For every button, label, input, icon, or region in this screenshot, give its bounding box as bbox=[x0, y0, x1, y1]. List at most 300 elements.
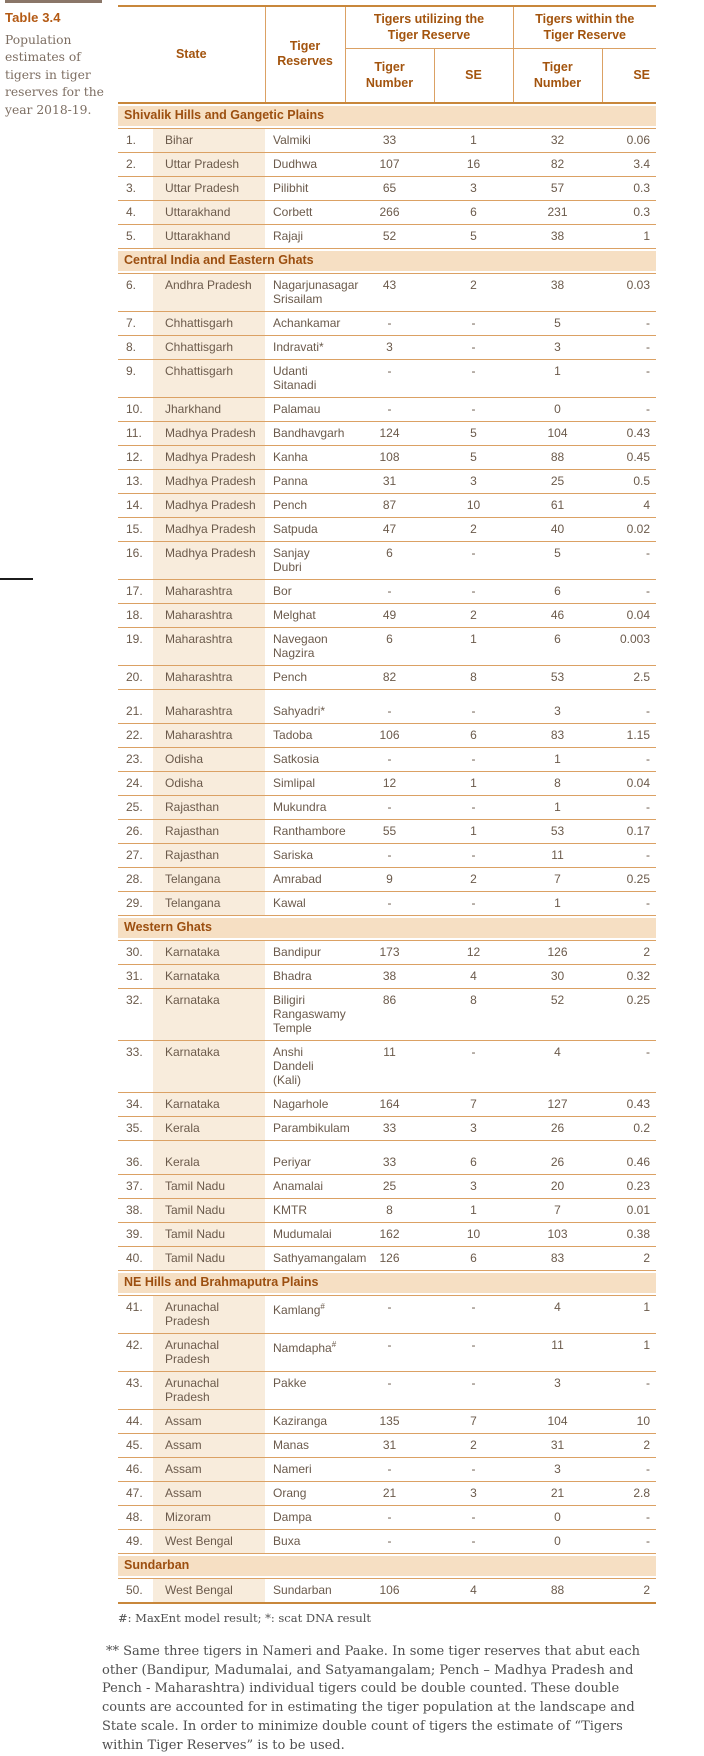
within-tiger-number-cell: 52 bbox=[513, 988, 602, 1040]
reserve-name: Pench bbox=[273, 669, 308, 684]
state-column-header: State bbox=[118, 6, 265, 103]
within-se-cell: 0.25 bbox=[602, 988, 656, 1040]
state-cell: Kerala bbox=[153, 1116, 265, 1140]
util-tiger-number-cell: 87 bbox=[345, 493, 434, 517]
within-tiger-number-cell: 104 bbox=[513, 1409, 602, 1433]
util-tiger-number-cell: 9 bbox=[345, 867, 434, 891]
table-row bbox=[118, 359, 656, 397]
section-cell bbox=[118, 248, 656, 273]
within-se-cell: 0.43 bbox=[602, 421, 656, 445]
row-number-cell: 1. bbox=[118, 128, 153, 152]
reserve-cell bbox=[265, 689, 345, 723]
table-row bbox=[118, 421, 656, 445]
util-se-cell: 6 bbox=[434, 1140, 513, 1174]
reserve-name: Pench bbox=[273, 497, 308, 512]
within-tiger-number-cell: 7 bbox=[513, 1198, 602, 1222]
group-header-utilizing-text: Tigers utilizing the Tiger Reserve bbox=[373, 12, 485, 42]
section-cell bbox=[118, 915, 656, 940]
reserve-cell bbox=[265, 603, 345, 627]
within-tiger-number-cell: 88 bbox=[513, 445, 602, 469]
row-number-cell: 31. bbox=[118, 964, 153, 988]
within-se-cell: 0.32 bbox=[602, 964, 656, 988]
state-cell: Odisha bbox=[153, 771, 265, 795]
util-se-cell: 5 bbox=[434, 224, 513, 248]
table-body bbox=[118, 103, 656, 1603]
row-number-cell: 39. bbox=[118, 1222, 153, 1246]
row-number-cell: 38. bbox=[118, 1198, 153, 1222]
table-row bbox=[118, 1222, 656, 1246]
util-tiger-number-cell: 31 bbox=[345, 469, 434, 493]
table-row bbox=[118, 1371, 656, 1409]
util-se-cell: - bbox=[434, 843, 513, 867]
row-number-cell: 23. bbox=[118, 747, 153, 771]
sidebar-top-rule bbox=[5, 0, 102, 3]
table-row bbox=[118, 1578, 656, 1603]
util-tiger-number-cell: 173 bbox=[345, 940, 434, 964]
section-header-row bbox=[118, 248, 656, 273]
reserve-name: Mudumalai bbox=[273, 1226, 332, 1241]
row-number-cell: 15. bbox=[118, 517, 153, 541]
group-header-within-text: Tigers within the Tiger Reserve bbox=[535, 12, 635, 42]
reserve-name: Bor bbox=[273, 583, 292, 598]
within-tiger-number-cell: 1 bbox=[513, 795, 602, 819]
row-number-cell: 19. bbox=[118, 627, 153, 665]
within-tiger-number-cell: 6 bbox=[513, 579, 602, 603]
table-row bbox=[118, 152, 656, 176]
util-se-cell: 5 bbox=[434, 421, 513, 445]
util-se-cell: 3 bbox=[434, 1116, 513, 1140]
reserve-cell bbox=[265, 335, 345, 359]
row-number-cell: 11. bbox=[118, 421, 153, 445]
row-number-cell: 36. bbox=[118, 1140, 153, 1174]
within-tiger-number-cell: 0 bbox=[513, 397, 602, 421]
row-number-cell: 14. bbox=[118, 493, 153, 517]
within-tiger-number-cell: 0 bbox=[513, 1529, 602, 1553]
table-row bbox=[118, 1092, 656, 1116]
row-number-cell: 5. bbox=[118, 224, 153, 248]
within-tiger-number-cell: 25 bbox=[513, 469, 602, 493]
row-number-cell: 45. bbox=[118, 1433, 153, 1457]
util-se-cell: - bbox=[434, 1040, 513, 1092]
reserve-cell bbox=[265, 819, 345, 843]
util-se-cell: - bbox=[434, 1371, 513, 1409]
state-cell: Maharashtra bbox=[153, 603, 265, 627]
within-se-cell: 0.43 bbox=[602, 1092, 656, 1116]
util-se-cell: 1 bbox=[434, 128, 513, 152]
state-cell: Chhattisgarh bbox=[153, 311, 265, 335]
within-se-cell: 2 bbox=[602, 1578, 656, 1603]
within-tiger-number-cell: 6 bbox=[513, 627, 602, 665]
util-se-cell: 2 bbox=[434, 517, 513, 541]
state-cell: Assam bbox=[153, 1433, 265, 1457]
within-tiger-number-cell: 0 bbox=[513, 1505, 602, 1529]
reserve-name: Panna bbox=[273, 473, 308, 488]
table-row bbox=[118, 627, 656, 665]
util-tiger-number-cell: - bbox=[345, 1505, 434, 1529]
reserve-name: Nagarhole bbox=[273, 1096, 329, 1111]
reserve-name: Anshi Dandeli (Kali) bbox=[273, 1044, 314, 1087]
reserve-name: Parambikulam bbox=[273, 1120, 350, 1135]
row-number-cell: 30. bbox=[118, 940, 153, 964]
reserve-cell bbox=[265, 1116, 350, 1140]
table-row bbox=[118, 1457, 656, 1481]
section-title: Sundarban bbox=[118, 1556, 656, 1576]
within-se-cell: - bbox=[602, 1505, 656, 1529]
reserve-cell bbox=[265, 273, 359, 311]
row-number-cell: 28. bbox=[118, 867, 153, 891]
section-cell bbox=[118, 1553, 656, 1578]
util-se-cell: 5 bbox=[434, 445, 513, 469]
table-row bbox=[118, 723, 656, 747]
util-se-cell: - bbox=[434, 1457, 513, 1481]
reserve-cell bbox=[265, 1040, 345, 1092]
reserve-footnote-marker: # bbox=[320, 1301, 325, 1311]
reserve-name: Ranthambore bbox=[273, 823, 346, 838]
reserve-cell bbox=[265, 771, 345, 795]
state-cell: Tamil Nadu bbox=[153, 1198, 265, 1222]
row-number-cell: 7. bbox=[118, 311, 153, 335]
util-se-cell: 8 bbox=[434, 665, 513, 689]
reserve-name: Achankamar bbox=[273, 315, 341, 330]
util-se-cell: 4 bbox=[434, 964, 513, 988]
reserve-cell bbox=[265, 1140, 345, 1174]
row-number-cell: 20. bbox=[118, 665, 153, 689]
table-row bbox=[118, 1409, 656, 1433]
reserve-cell bbox=[265, 541, 345, 579]
within-se-cell: 4 bbox=[602, 493, 656, 517]
util-se-cell: 2 bbox=[434, 867, 513, 891]
util-se-cell: - bbox=[434, 335, 513, 359]
within-tiger-number-cell: 88 bbox=[513, 1578, 602, 1603]
state-cell: Rajasthan bbox=[153, 795, 265, 819]
state-cell: Tamil Nadu bbox=[153, 1222, 265, 1246]
reserve-cell bbox=[265, 1333, 345, 1371]
row-number-cell: 6. bbox=[118, 273, 153, 311]
util-se-cell: 2 bbox=[434, 273, 513, 311]
util-tiger-number-column-header bbox=[345, 49, 434, 103]
within-se-cell: 0.25 bbox=[602, 867, 656, 891]
reserve-cell bbox=[265, 445, 345, 469]
footnote-legend: #: MaxEnt model result; *: scat DNA result bbox=[118, 1610, 372, 1625]
within-se-cell: 0.01 bbox=[602, 1198, 656, 1222]
reserve-cell bbox=[265, 723, 345, 747]
row-number-cell: 17. bbox=[118, 579, 153, 603]
util-se-cell: 7 bbox=[434, 1409, 513, 1433]
util-tiger-number-cell: 31 bbox=[345, 1433, 434, 1457]
reserve-cell bbox=[265, 1092, 345, 1116]
state-cell: Uttarakhand bbox=[153, 200, 265, 224]
reserve-cell bbox=[265, 469, 345, 493]
state-cell: Karnataka bbox=[153, 1092, 265, 1116]
util-tiger-number-cell: 106 bbox=[345, 723, 434, 747]
util-se-cell: 8 bbox=[434, 988, 513, 1040]
table-row bbox=[118, 1246, 656, 1270]
state-cell: Arunachal Pradesh bbox=[153, 1295, 265, 1333]
util-tiger-number-cell: 33 bbox=[345, 1140, 434, 1174]
reserve-name: Satkosia bbox=[273, 751, 320, 766]
util-se-cell: 6 bbox=[434, 200, 513, 224]
reserve-name: Orang bbox=[273, 1485, 307, 1500]
within-tiger-number-column-header bbox=[513, 49, 602, 103]
row-number-cell: 16. bbox=[118, 541, 153, 579]
util-tiger-number-cell: 43 bbox=[345, 273, 434, 311]
within-se-cell: 0.46 bbox=[602, 1140, 656, 1174]
within-tiger-number-cell: 3 bbox=[513, 689, 602, 723]
row-number-cell: 13. bbox=[118, 469, 153, 493]
within-tiger-number-cell: 7 bbox=[513, 867, 602, 891]
within-se-cell: - bbox=[602, 397, 656, 421]
reserve-name: Palamau bbox=[273, 401, 321, 416]
state-cell: Telangana bbox=[153, 891, 265, 915]
within-se-cell: 2.8 bbox=[602, 1481, 656, 1505]
util-tiger-number-cell: - bbox=[345, 1333, 434, 1371]
reserve-cell bbox=[265, 1457, 345, 1481]
row-number-cell: 2. bbox=[118, 152, 153, 176]
util-se-cell: - bbox=[434, 1505, 513, 1529]
state-cell: Kerala bbox=[153, 1140, 265, 1174]
row-number-cell: 24. bbox=[118, 771, 153, 795]
within-tiger-number-cell: 26 bbox=[513, 1116, 602, 1140]
within-tiger-number-cell: 31 bbox=[513, 1433, 602, 1457]
util-tiger-number-cell: 3 bbox=[345, 335, 434, 359]
util-tiger-number-cell: 11 bbox=[345, 1040, 434, 1092]
group-header-within bbox=[513, 6, 656, 49]
section-title: Western Ghats bbox=[118, 918, 656, 938]
reserve-cell bbox=[265, 397, 345, 421]
reserve-cell bbox=[265, 176, 345, 200]
state-cell: Uttarakhand bbox=[153, 224, 265, 248]
within-tiger-number-cell: 20 bbox=[513, 1174, 602, 1198]
table-row bbox=[118, 988, 656, 1040]
within-se-cell: - bbox=[602, 891, 656, 915]
within-tiger-number-cell: 231 bbox=[513, 200, 602, 224]
state-cell: Uttar Pradesh bbox=[153, 152, 265, 176]
reserve-name: Tadoba bbox=[273, 727, 313, 742]
sidebar-caption-block bbox=[5, 0, 111, 119]
row-number-cell: 41. bbox=[118, 1295, 153, 1333]
table-row bbox=[118, 1529, 656, 1553]
util-tiger-number-cell: - bbox=[345, 359, 434, 397]
row-number-cell: 47. bbox=[118, 1481, 153, 1505]
util-tiger-number-cell: 164 bbox=[345, 1092, 434, 1116]
reserve-cell bbox=[265, 200, 345, 224]
row-number-cell: 34. bbox=[118, 1092, 153, 1116]
reserve-name: Kanha bbox=[273, 449, 308, 464]
table-row bbox=[118, 819, 656, 843]
state-cell: Andhra Pradesh bbox=[153, 273, 265, 311]
reserve-cell bbox=[265, 843, 345, 867]
util-se-cell: - bbox=[434, 795, 513, 819]
util-se-cell: 10 bbox=[434, 493, 513, 517]
table-row bbox=[118, 1040, 656, 1092]
util-tiger-number-cell: - bbox=[345, 1371, 434, 1409]
tiger-population-table bbox=[118, 5, 656, 1604]
reserve-name: Corbett bbox=[273, 204, 313, 219]
within-se-cell: 0.38 bbox=[602, 1222, 656, 1246]
within-tiger-number-cell: 4 bbox=[513, 1295, 602, 1333]
row-number-cell: 32. bbox=[118, 988, 153, 1040]
state-cell: Madhya Pradesh bbox=[153, 517, 265, 541]
reserve-cell bbox=[265, 1174, 345, 1198]
reserve-cell bbox=[265, 1371, 345, 1409]
within-se-cell: - bbox=[602, 1371, 656, 1409]
util-tiger-number-cell: - bbox=[345, 397, 434, 421]
util-tiger-number-cell: 266 bbox=[345, 200, 434, 224]
within-tiger-number-cell: 104 bbox=[513, 421, 602, 445]
table-row bbox=[118, 1433, 656, 1457]
reserve-name: Sundarban bbox=[273, 1582, 332, 1597]
within-se-cell: 3.4 bbox=[602, 152, 656, 176]
reserve-name: Periyar bbox=[273, 1154, 312, 1169]
reserve-name: Simlipal bbox=[273, 775, 316, 790]
within-tiger-number-cell: 82 bbox=[513, 152, 602, 176]
state-cell: Assam bbox=[153, 1457, 265, 1481]
state-cell: West Bengal bbox=[153, 1529, 265, 1553]
reserve-cell bbox=[265, 1409, 345, 1433]
within-se-cell: 0.04 bbox=[602, 771, 656, 795]
table-row bbox=[118, 517, 656, 541]
util-tiger-number-cell: 38 bbox=[345, 964, 434, 988]
reserve-cell bbox=[265, 421, 345, 445]
reserve-cell bbox=[265, 1529, 345, 1553]
state-cell: West Bengal bbox=[153, 1578, 265, 1603]
reserve-cell bbox=[265, 517, 345, 541]
within-tiger-number-cell: 1 bbox=[513, 747, 602, 771]
util-tiger-number-cell: - bbox=[345, 747, 434, 771]
section-title: Central India and Eastern Ghats bbox=[118, 251, 656, 271]
within-se-cell: 0.17 bbox=[602, 819, 656, 843]
reserve-cell bbox=[265, 579, 345, 603]
util-se-cell: 1 bbox=[434, 1198, 513, 1222]
within-tiger-number-cell: 83 bbox=[513, 1246, 602, 1270]
util-se-cell: - bbox=[434, 689, 513, 723]
state-cell: Chhattisgarh bbox=[153, 335, 265, 359]
within-tiger-number-cell: 53 bbox=[513, 819, 602, 843]
within-se-cell: 2.5 bbox=[602, 665, 656, 689]
reserves-column-header-text: Tiger Reserves bbox=[277, 38, 333, 69]
within-se-cell: 0.3 bbox=[602, 200, 656, 224]
reserve-cell bbox=[265, 940, 345, 964]
util-tiger-number-cell: 135 bbox=[345, 1409, 434, 1433]
within-tiger-number-cell: 3 bbox=[513, 1371, 602, 1409]
util-tiger-number-cell: 33 bbox=[345, 128, 434, 152]
within-se-cell: - bbox=[602, 359, 656, 397]
util-tiger-number-cell: 82 bbox=[345, 665, 434, 689]
state-cell: Jharkhand bbox=[153, 397, 265, 421]
util-tiger-number-cell: 55 bbox=[345, 819, 434, 843]
state-cell: Maharashtra bbox=[153, 627, 265, 665]
reserve-cell bbox=[265, 988, 345, 1040]
reserve-name: Bhadra bbox=[273, 968, 312, 983]
state-cell: Maharashtra bbox=[153, 665, 265, 689]
row-number-cell: 49. bbox=[118, 1529, 153, 1553]
util-tiger-number-cell: 6 bbox=[345, 627, 434, 665]
table-content bbox=[102, 0, 656, 1756]
util-tiger-number-cell: 12 bbox=[345, 771, 434, 795]
reserves-column-header bbox=[265, 6, 345, 103]
within-tiger-number-cell: 3 bbox=[513, 335, 602, 359]
table-row bbox=[118, 843, 656, 867]
within-se-cell: 2 bbox=[602, 1433, 656, 1457]
within-se-cell: 0.3 bbox=[602, 176, 656, 200]
row-number-cell: 8. bbox=[118, 335, 153, 359]
util-tiger-number-cell: 6 bbox=[345, 541, 434, 579]
within-tiger-number-cell: 21 bbox=[513, 1481, 602, 1505]
table-row bbox=[118, 273, 656, 311]
within-se-cell: 0.5 bbox=[602, 469, 656, 493]
util-se-cell: 1 bbox=[434, 627, 513, 665]
within-se-cell: 0.2 bbox=[602, 1116, 656, 1140]
state-cell: Mizoram bbox=[153, 1505, 265, 1529]
state-cell: Madhya Pradesh bbox=[153, 421, 265, 445]
util-se-column-header: SE bbox=[434, 49, 513, 103]
row-number-cell: 35. bbox=[118, 1116, 153, 1140]
state-cell: Bihar bbox=[153, 128, 265, 152]
reserve-cell bbox=[265, 224, 345, 248]
reserve-name: Nagarjunasagar Srisailam bbox=[273, 277, 359, 306]
table-row bbox=[118, 335, 656, 359]
util-tiger-number-cell: 126 bbox=[345, 1246, 434, 1270]
util-se-cell: - bbox=[434, 1529, 513, 1553]
row-number-cell: 42. bbox=[118, 1333, 153, 1371]
within-tiger-number-cell: 46 bbox=[513, 603, 602, 627]
util-tiger-number-cell: 21 bbox=[345, 1481, 434, 1505]
table-row bbox=[118, 747, 656, 771]
section-header-row bbox=[118, 1270, 656, 1295]
table-row bbox=[118, 795, 656, 819]
reserve-name: Sahyadri* bbox=[273, 703, 326, 718]
table-row bbox=[118, 541, 656, 579]
util-tiger-number-cell: 33 bbox=[345, 1116, 434, 1140]
section-cell bbox=[118, 1270, 656, 1295]
reserve-name: Anamalai bbox=[273, 1178, 324, 1193]
util-se-cell: 10 bbox=[434, 1222, 513, 1246]
util-se-cell: 2 bbox=[434, 603, 513, 627]
util-tiger-number-cell: 49 bbox=[345, 603, 434, 627]
within-tiger-number-cell: 126 bbox=[513, 940, 602, 964]
state-cell: Madhya Pradesh bbox=[153, 541, 265, 579]
reserve-name: Bandipur bbox=[273, 944, 322, 959]
section-title: Shivalik Hills and Gangetic Plains bbox=[118, 106, 656, 126]
row-number-cell: 18. bbox=[118, 603, 153, 627]
util-se-cell: 3 bbox=[434, 176, 513, 200]
row-number-cell: 3. bbox=[118, 176, 153, 200]
table-row bbox=[118, 1198, 656, 1222]
util-tiger-number-cell: 65 bbox=[345, 176, 434, 200]
reserve-name: Indravati* bbox=[273, 339, 324, 354]
table-row bbox=[118, 1140, 656, 1174]
section-header-row bbox=[118, 915, 656, 940]
reserve-cell bbox=[265, 1481, 345, 1505]
within-tiger-number-cell: 57 bbox=[513, 176, 602, 200]
reserve-name: Sathyamangalam bbox=[273, 1250, 367, 1265]
within-se-column-header: SE bbox=[602, 49, 656, 103]
page-margin-mark bbox=[0, 578, 33, 580]
util-tiger-number-cell: 106 bbox=[345, 1578, 434, 1603]
state-cell: Karnataka bbox=[153, 1040, 265, 1092]
util-tiger-number-cell: 124 bbox=[345, 421, 434, 445]
section-cell bbox=[118, 103, 656, 129]
row-number-cell: 25. bbox=[118, 795, 153, 819]
state-cell: Tamil Nadu bbox=[153, 1246, 265, 1270]
within-se-cell: - bbox=[602, 1457, 656, 1481]
row-number-cell: 43. bbox=[118, 1371, 153, 1409]
within-tiger-number-cell: 4 bbox=[513, 1040, 602, 1092]
util-se-cell: 3 bbox=[434, 1174, 513, 1198]
table-label: Table 3.4 bbox=[5, 10, 61, 25]
table-row bbox=[118, 964, 656, 988]
util-se-cell: - bbox=[434, 1295, 513, 1333]
